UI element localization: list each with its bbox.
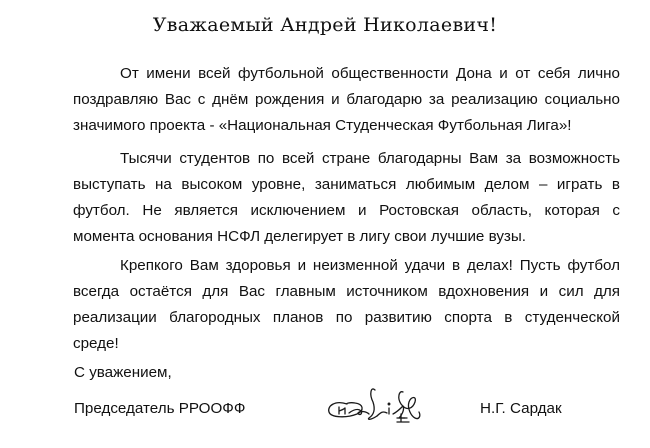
- paragraph-gratitude: [73, 146, 620, 250]
- paragraph-line: значимого проекта - «Национальная Студенческая Футбольная Лига»!: [73, 117, 572, 134]
- paragraph-line: поздравляю Вас с днём рождения и благодарю за реализацию социально: [73, 91, 620, 108]
- paragraph-line: реализации благородных планов по развитию спорта в студенческой: [73, 309, 620, 326]
- paragraph-line: среде!: [73, 335, 119, 352]
- paragraph-line: момента основания НСФЛ делегирует в лигу свои лучшие вузы.: [73, 228, 527, 245]
- paragraph-line: Крепкого Вам здоровья и неизменной удачи в делах! Пусть футбол: [120, 257, 620, 274]
- paragraph-line: выступать на высоком уровне, заниматься любимым делом – играть в: [73, 176, 620, 193]
- signature-icon: [325, 384, 435, 426]
- paragraph-congratulations-body: [73, 61, 620, 139]
- paragraph-line: Тысячи студентов по всей стране благодарны Вам за возможность: [120, 150, 620, 167]
- signatory-name: Н.Г. Сардак: [480, 400, 562, 417]
- letter-greeting: Уважаемый Андрей Николаевич!: [152, 14, 498, 36]
- paragraph-line: всегда остаётся для Вас главным источником вдохновения и сил для: [73, 283, 620, 300]
- closing-phrase: С уважением,: [74, 364, 172, 381]
- paragraph-line: футбол. Не является исключением и Ростовская область, которая с: [73, 202, 620, 219]
- signatory-position: Председатель РРООФФ: [74, 400, 246, 417]
- paragraph-line: От имени всей футбольной общественности Дона и от себя лично: [120, 65, 620, 82]
- paragraph-wishes: [73, 253, 620, 357]
